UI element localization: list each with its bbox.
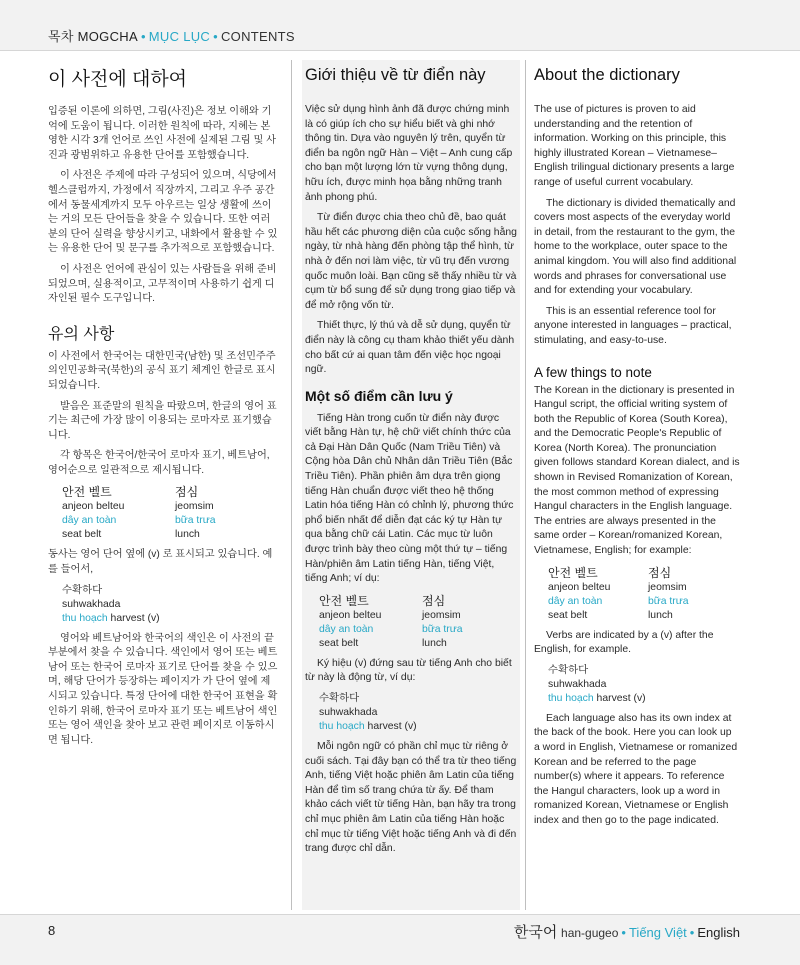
vietnamese-paragraph: Từ điển được chia theo chủ đề, bao quát hầu hết các phương diện của cuộc sống hằng ngày, từ nhà hàng đến phòng tập thể hình, từ nhà ở đến nơi làm việc, từ vũ trụ đến vương quốc muôn loài. Bạn cũng sẽ thấy nhiều từ và cụm từ bổ sung để sử dụng trong giao tiếp và để mở rộng vốn từ. [305, 212, 517, 311]
verb-translation: thu hoạch harvest (v) [62, 612, 160, 624]
korean-paragraph: 영어와 베트남어와 한국어의 색인은 이 사전의 끝 부분에서 찾을 수 있습니다. 색인에서 영어 또는 베트남어 또는 한국어 로마자 표기로 단어를 찾을 수 있으며, 해당 단어가 등장하는 페이지가 가 단어 옆에 제시되고 있습니다. 특정 단어에 대한 한국어 표현을 확인하기 위해, 한국어 로마자 표기 또는 베트남어 색인 또는 영어 색인을 찾아 보고 관련 페이지로 이동하시면 됩니다. [48, 632, 278, 746]
column-divider [525, 60, 526, 910]
example-vietnamese: dây an toàn [319, 623, 374, 635]
example-korean: 점심 [422, 593, 446, 608]
vietnamese-title: Giới thiệu về từ điển này [305, 66, 486, 84]
example-romanized: anjeon belteu [319, 609, 382, 621]
english-subheading: A few things to note [534, 364, 652, 380]
korean-subheading: 유의 사항 [48, 325, 115, 343]
header-vietnamese: MỤC LỤC [148, 29, 211, 44]
english-paragraph: This is an essential reference tool for anyone interested in languages – practical, stimulating, and easy-to-use. [534, 305, 732, 346]
vietnamese-paragraph: Thiết thực, lý thú và dễ sử dụng, quyển từ điển này là công cụ tham khảo thiết yếu dành cho bất cứ ai quan tâm đến việc học ngoại ngữ. [305, 320, 515, 376]
bullet-icon: • [689, 925, 695, 940]
page-number: 8 [48, 923, 56, 938]
english-column [534, 60, 740, 910]
english-paragraph: Verbs are indicated by a (v) after the English, for example. [534, 629, 714, 656]
english-title: About the dictionary [534, 66, 680, 84]
vietnamese-subheading: Một số điểm cần lưu ý [305, 387, 453, 404]
example-english: lunch [175, 529, 200, 541]
footer-romanized: han-gugeo [561, 926, 619, 940]
example-english: lunch [648, 609, 673, 621]
header-breadcrumb [48, 26, 295, 45]
example-romanized: anjeon belteu [548, 581, 611, 593]
example-korean: 안전 벨트 [319, 593, 369, 608]
example-romanized: jeomsim [422, 609, 461, 621]
korean-paragraph: 이 사전에서 한국어는 대한민국(남한) 및 조선민주주의인민공화국(북한)의 공식 표기 체계인 한글로 표시되었습니다. [48, 350, 276, 391]
verb-example [62, 584, 280, 626]
korean-paragraph: 동사는 영어 단어 옆에 (v) 로 표시되고 있습니다. 예를 들어서, [48, 549, 273, 576]
example-romanized: jeomsim [648, 581, 687, 593]
korean-paragraph: 이 사전은 언어에 관심이 있는 사람들을 위해 준비되었으며, 실용적이고, 고무적이며 사용하기 쉽게 디자인된 필수 도구입니다. [48, 263, 277, 305]
verb-example [548, 664, 740, 706]
bullet-icon: • [140, 29, 146, 44]
footer-korean: 한국어 [513, 924, 558, 941]
verb-korean: 수확하다 suhwakhada [62, 584, 121, 610]
english-paragraph: The dictionary is divided thematically and covers most aspects of the everyday world in detail, from the restaurant to the gym, the home to the workplace, outer space to the animal kingdom. You will also find additional words and phrases for conversational use and for extending your vocabulary. [534, 197, 737, 297]
korean-paragraph: 이 사전은 주제에 따라 구성되어 있으며, 식당에서 헬스클럽까지, 가정에서 직장까지, 그리고 우주 공간에서 동물세계까지 모두 아우르는 일상 생활에 쓰이는 거의 모든 단어들을 찾을 수 있습니다. 또한 여러분의 단어 실력을 향상시키고, 내화에서 활용할 수 있는 유용한 단어 및 문구를 추가적으로 포함했습니다. [48, 170, 278, 255]
footer-vietnamese: Tiếng Việt [628, 925, 687, 940]
example-english: lunch [422, 637, 447, 649]
example-vietnamese: bữa trưa [648, 595, 689, 607]
header-korean: 목차 MOGCHA [48, 29, 138, 44]
column-divider [291, 60, 292, 910]
verb-korean: 수확하다 suhwakhada [548, 664, 607, 690]
vietnamese-column [302, 60, 520, 910]
vietnamese-paragraph: Tiếng Hàn trong cuốn từ điển này được viết bằng Hàn tự, hệ chữ viết chính thức của cả Đại Hàn Dân Quốc (Nam Triều Tiên) và Cộng hòa Dân chủ Nhân dân Triều Tiên (Bắc Triều Tiên). Phần phiên âm dựa trên giọng tiếng Hàn chuẩn được viết theo hệ thống Latin hóa tiếng Hàn có chỉnh lý, phương thức phổ biến nhất để diễn đạt các ký tự Hàn tự qua bằng chữ cái Latin. Các mục từ luôn được trình bày theo cùng một thứ tự – tiếng Hàn/phiên âm Latin tiếng Hàn, tiếng Việt, tiếng Anh; ví dụ: [305, 412, 514, 585]
page-header [0, 0, 800, 51]
english-paragraph: The Korean in the dictionary is presented in Hangul script, the official writing system of both the Republic of Korea (South Korea), and the Democratic People's Republic of Korea (North Korea). The pronunciation given follows standard Korean dialect, and is shown in Revised Romanization of Korean, the most common method of expressing Hangul characters in the English language. The entries are always presented in the same order – Korean/romanized Korean, Vietnamese, English; for example: [534, 384, 740, 557]
korean-column [48, 60, 280, 910]
page-footer [0, 914, 800, 965]
example-korean: 점심 [648, 565, 672, 580]
example-english: seat belt [319, 637, 359, 649]
example-vietnamese: bữa trưa [175, 515, 216, 527]
example-entry [319, 593, 517, 651]
vietnamese-paragraph: Việc sử dụng hình ảnh đã được chứng minh là có giúp ích cho sự hiểu biết và ghi nhớ thông tin. Dựa vào nguyên lý trên, quyển từ điển ba ngôn ngữ Hàn – Việt – Anh cung cấp cho bạn một lượng lớn từ vựng thông dụng, hữu ích, được minh họa bằng những tranh ảnh phong phú. [305, 104, 513, 203]
example-entry [548, 565, 740, 623]
example-vietnamese: bữa trưa [422, 623, 463, 635]
example-korean: 안전 벨트 [62, 485, 112, 500]
example-romanized: anjeon belteu [62, 501, 125, 513]
vietnamese-paragraph: Mỗi ngôn ngữ có phần chỉ mục từ riêng ở cuối sách. Tại đây bạn có thể tra từ theo tiếng Anh, tiếng Việt hoặc phiên âm Latin của tiếng Hàn để tìm số trang chứa từ ấy. Để tham khảo cách viết từ tiếng Hàn, bạn hãy tra trong chỉ mục phiên âm Latin của tiếng Hàn hoặc chỉ mục từ tiếng Việt hoặc tiếng Anh và đi đến trang được chỉ dẫn. [305, 741, 517, 855]
verb-korean: 수확하다 suhwakhada [319, 693, 378, 718]
english-paragraph: Each language also has its own index at the back of the book. Here you can look up a word in English, Vietnamese or romanized Korean and be referred to the page number(s) where it appears. To reference the Hangul characters, look up a word in romanized Korean, Vietnamese or English index and then go to the page indicated. [534, 712, 738, 826]
example-vietnamese: dây an toàn [62, 515, 117, 527]
header-english: CONTENTS [220, 29, 295, 44]
verb-translation: thu hoạch harvest (v) [548, 692, 646, 704]
example-entry [62, 484, 280, 542]
verb-example [319, 692, 517, 734]
korean-paragraph: 각 항목은 한국어/한국어 로마자 표기, 베트남어, 영어순으로 일관적으로 제시됩니다. [48, 450, 270, 476]
footer-languages [514, 921, 740, 942]
footer-english: English [697, 925, 740, 940]
bullet-icon: • [621, 925, 626, 940]
example-korean: 안전 벨트 [548, 565, 598, 580]
example-korean: 점심 [175, 485, 199, 500]
example-english: seat belt [62, 529, 102, 541]
korean-title: 이 사전에 대하여 [48, 69, 188, 90]
bullet-icon: • [213, 29, 218, 44]
english-paragraph: The use of pictures is proven to aid understanding and the retention of information. Working on this principle, this highly illustrated Korean – Vietnamese–English trilingual dictionary presents a large range of useful current vocabulary. [534, 104, 735, 188]
example-romanized: jeomsim [175, 501, 214, 513]
example-english: seat belt [548, 609, 588, 621]
example-vietnamese: dây an toàn [548, 595, 603, 607]
vietnamese-paragraph: Ký hiệu (v) đứng sau từ tiếng Anh cho biết từ này là động từ, ví dụ: [305, 657, 512, 684]
korean-paragraph: 발음은 표준말의 원칙을 따랐으며, 한글의 영어 표기는 최근에 가장 많이 이용되는 로마자로 표기했습니다. [48, 400, 277, 441]
verb-translation: thu hoạch harvest (v) [319, 721, 417, 732]
korean-paragraph: 입증된 이론에 의하면, 그림(사진)은 정보 이해와 기억에 도움이 됩니다. 이러한 원칙에 따라, 지혜는 본 영한 시각 3개 언어로 쓰인 사전에 실제된 그림 및 사진과 광범위하고 유용한 단어를 포함했습니다. [48, 106, 276, 161]
